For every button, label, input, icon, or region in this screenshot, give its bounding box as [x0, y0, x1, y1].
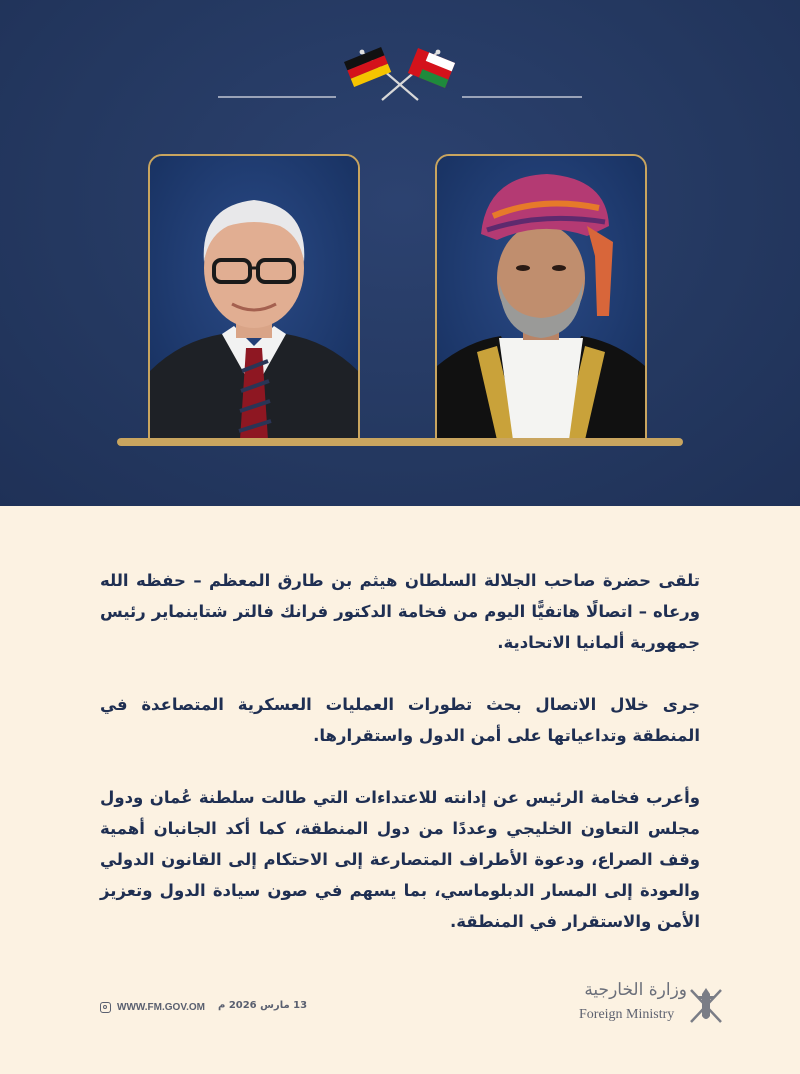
- portrait-shelf: [117, 438, 683, 446]
- article-paragraph-3: وأعرب فخامة الرئيس عن إدانته للاعتداءات التي طالت سلطنة عُمان ودول مجلس التعاون الخليجي وعددًا من دول المنطقة، كما أكد الجانبان أهمية وقف الصراع، ودعوة الأطراف المتصارعة إلى الاحتكام إلى القانون الدولي والعودة إلى المسار الدبلوماسي، بما يسهم في صون سيادة الدول وتعزيز الأمن والاستقرار في المنطقة.: [100, 788, 700, 931]
- divider-right: [462, 96, 582, 98]
- website-link[interactable]: [100, 1002, 205, 1013]
- article-body: [100, 565, 700, 968]
- header-banner: [0, 0, 800, 506]
- ministry-name-arabic: وزارة الخارجية: [584, 980, 687, 1000]
- footer: [0, 980, 800, 1040]
- portrait-german-president-icon: [150, 156, 358, 440]
- ministry-logo: [575, 980, 725, 1030]
- ministry-name-english: Foreign Ministry: [579, 1007, 675, 1022]
- website-text: WWW.FM.GOV.OM: [117, 1002, 205, 1013]
- article-paragraph-2: جرى خلال الاتصال بحث تطورات العمليات العسكرية المتصاعدة في المنطقة وتداعياتها على أمن الدول واستقرارها.: [100, 695, 700, 745]
- divider-left: [218, 96, 336, 98]
- instagram-icon: [100, 1002, 111, 1013]
- portrait-frame-left: [148, 154, 360, 440]
- portrait-sultan-oman-icon: [437, 156, 645, 440]
- oman-emblem-icon: [687, 982, 725, 1026]
- article-paragraph-1: تلقى حضرة صاحب الجلالة السلطان هيثم بن طارق المعظم – حفظه الله ورعاه – اتصالًا هاتفيًّا اليوم من فخامة الدكتور فرانك فالتر شتاينماير رئيس جمهورية ألمانيا الاتحادية.: [100, 571, 700, 652]
- crossed-flags-icon: [340, 44, 460, 104]
- portrait-frame-right: [435, 154, 647, 440]
- publish-date: 13 مارس 2026 م: [218, 1000, 308, 1011]
